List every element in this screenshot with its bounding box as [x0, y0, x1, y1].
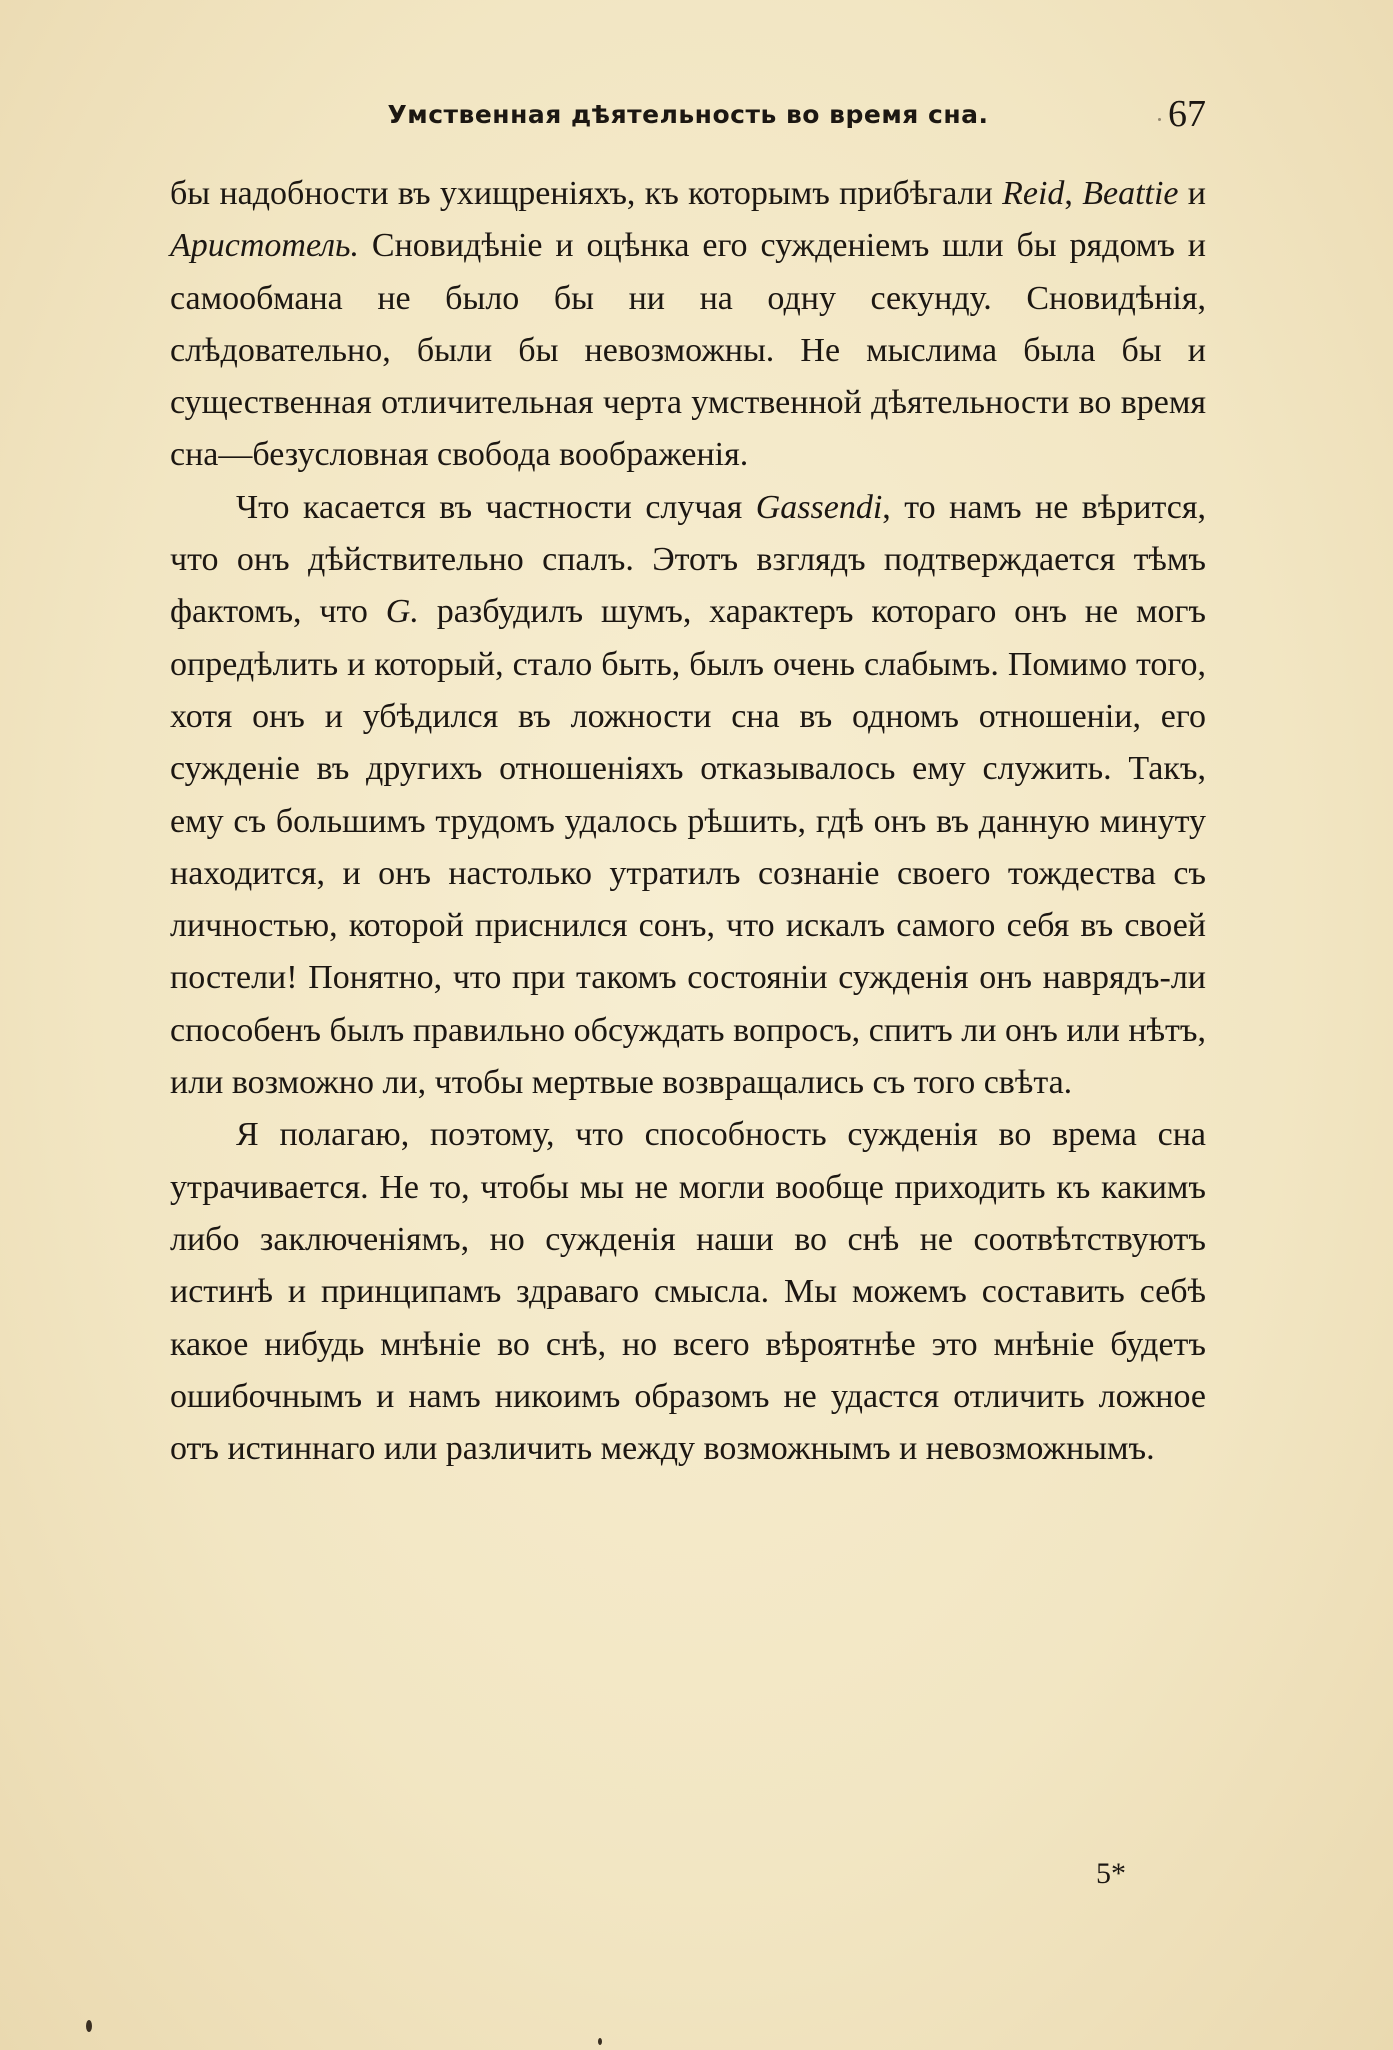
text-run: ,	[1064, 175, 1083, 212]
paragraph	[170, 168, 1206, 482]
text-run: Я полагаю, поэтому, что способность сужденія во времa сна утрачивается. Не то, чтобы мы не могли вообще приходить къ какимъ либо заключеніямъ, но сужденія наши во снѣ не соотвѣтствуютъ истинѣ и принципамъ здраваго смысла. Мы можемъ составить себѣ какое нибудь мнѣніе во снѣ, но всего вѣроятнѣе это мнѣніе будетъ ошибочнымъ и намъ никоимъ образомъ не удастся отличить ложное отъ истиннаго или различить между возможнымъ и невозможнымъ.	[170, 1116, 1206, 1468]
paragraph	[170, 1109, 1206, 1475]
printer-signature: 5*	[1096, 1857, 1126, 1890]
paper-speck	[1158, 118, 1161, 121]
author-name-gassendi: Gassendi	[755, 488, 883, 526]
author-name-reid: Reid	[1002, 175, 1065, 212]
paper-speck	[598, 2038, 602, 2045]
text-run: Сновидѣніе и оцѣнка его сужденіемъ шли бы рядомъ и самообмана не было бы ни на одну секунду. Сновидѣнія, слѣдовательно, были бы невозможны. Не мыслима была бы и существенная отличительная черта умственной дѣятельности во время сна—безусловная свобода воображенія.	[170, 227, 1206, 474]
page-number: 67	[1168, 93, 1206, 135]
text-run: , то намъ не вѣрится, что онъ дѣйствительно спалъ. Этотъ взглядъ подтверждается тѣмъ фактомъ, что	[170, 488, 1207, 631]
text-run: и	[1178, 175, 1206, 212]
book-page	[170, 92, 1206, 1475]
running-title: Умственная дѣятельность во время сна.	[387, 100, 989, 129]
text-run: Что касается въ частности случая	[236, 488, 756, 526]
body-text	[170, 168, 1206, 1475]
author-initial: G.	[385, 593, 419, 631]
paper-speck	[86, 2020, 92, 2032]
paragraph	[170, 482, 1206, 1110]
text-run: бы надобности въ ухищреніяхъ, къ которымъ прибѣгали	[170, 175, 1003, 212]
running-head	[170, 92, 1206, 142]
author-name-aristotle: Аристотель.	[170, 227, 360, 265]
author-name-beattie: Beattie	[1082, 175, 1179, 212]
text-run: разбудилъ шумъ, характеръ котораго онъ не могъ опредѣлить и который, стало быть, былъ очень слабымъ. Помимо того, хотя онъ и убѣдился въ ложности сна въ одномъ отношеніи, его сужденіе въ другихъ отношеніяхъ отказывалось ему служить. Такъ, ему съ большимъ трудомъ удалось рѣшить, гдѣ онъ въ данную минуту находится, и онъ настолько утратилъ сознаніе своего тождества съ личностью, которой приснился сонъ, что искалъ самого себя въ своей постели! Понятно, что при такомъ состояніи сужденія онъ наврядъ-ли способенъ былъ правильно обсуждать вопросъ, спитъ ли онъ или нѣтъ, или возможно ли, чтобы мертвые возвращались съ того свѣта.	[170, 593, 1206, 1102]
